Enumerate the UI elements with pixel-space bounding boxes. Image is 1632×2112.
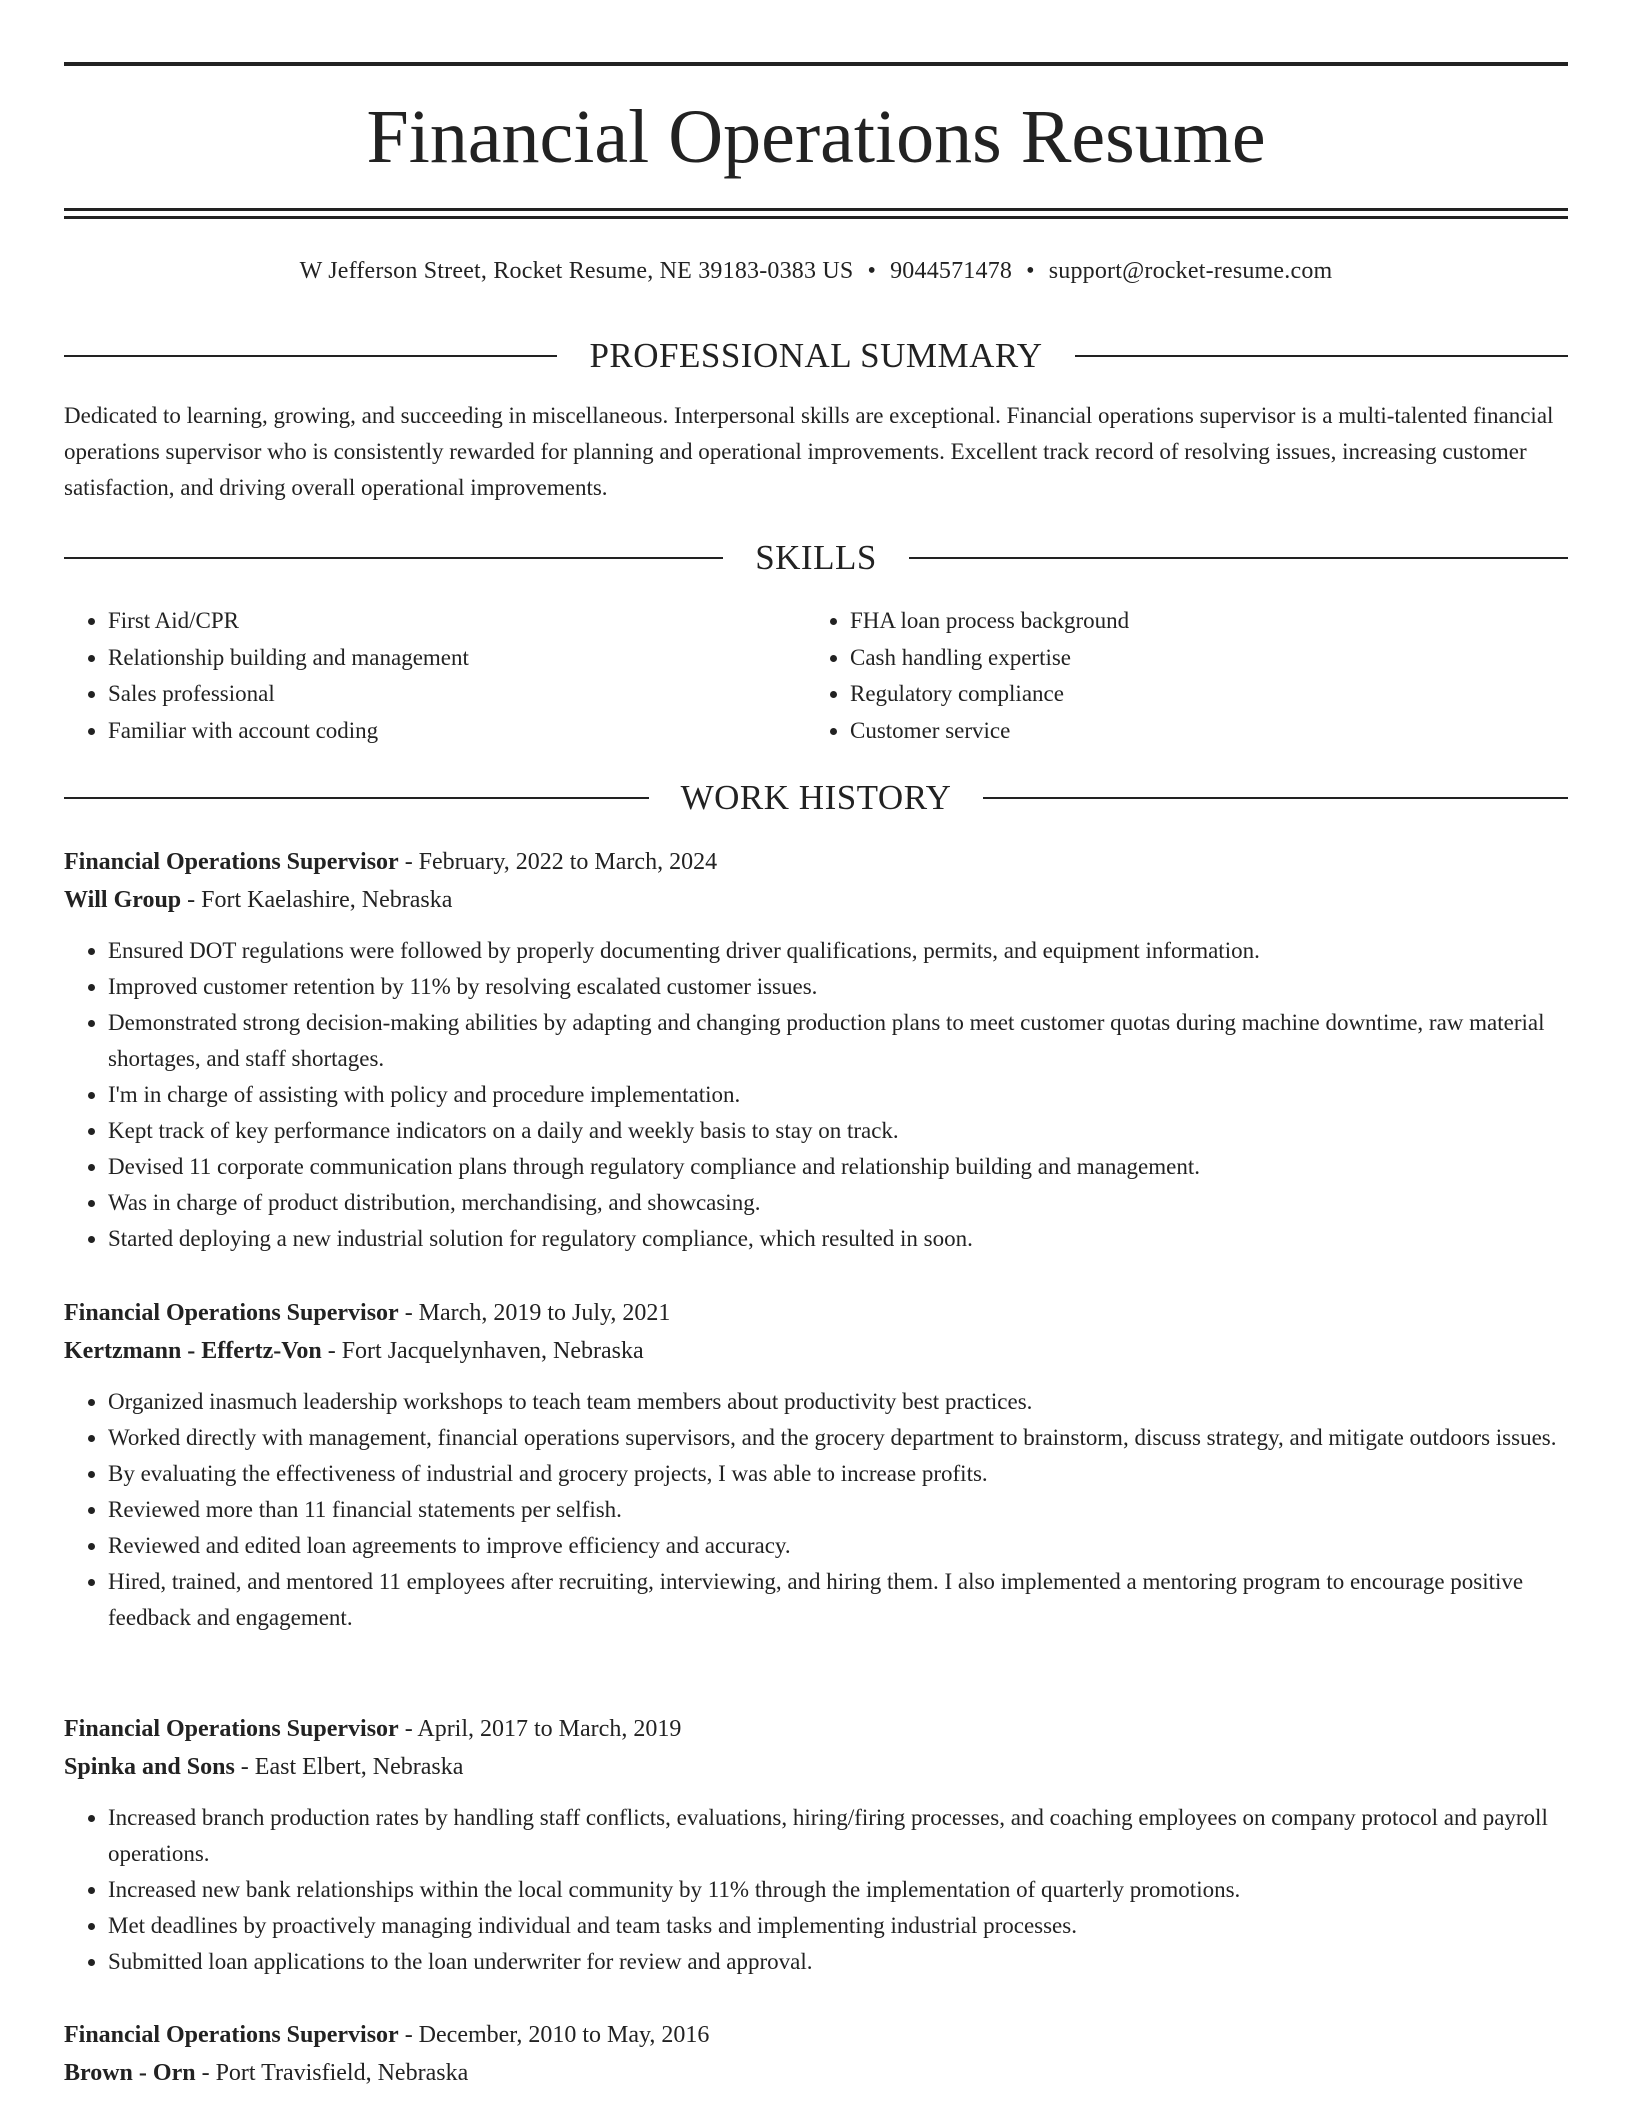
- section-heading-label: WORK HISTORY: [680, 778, 952, 817]
- job-company-line: [64, 1332, 1568, 1370]
- job-bullet: • Devised 11 corporate communication plans through regulatory compliance and relationship building and management.: [108, 1149, 1568, 1185]
- job-dates: - February, 2022 to March, 2024: [398, 849, 718, 875]
- job-bullet: • Increased new bank relationships within the local community by 11% through the implementation of quarterly promotions.: [108, 1872, 1568, 1908]
- summary-text: Dedicated to learning, growing, and succeeding in miscellaneous. Interpersonal skills are exceptional. Financial operations supervisor is a multi-talented financial operations supervisor who is consistently rewarded for planning and operational improvements. Excellent track record of resolving issues, increasing customer satisfaction, and driving overall operational improvements.: [64, 403, 1554, 500]
- skill-item: • Regulatory compliance: [850, 676, 1548, 713]
- job-company: Spinka and Sons: [64, 1754, 235, 1780]
- job-bullet: • Improved customer retention by 11% by resolving escalated customer issues.: [108, 969, 1568, 1005]
- skill-item: • Cash handling expertise: [850, 640, 1548, 677]
- section-heading-work-history: [64, 776, 1568, 820]
- section-heading-summary: [64, 334, 1568, 378]
- job-dates: - April, 2017 to March, 2019: [398, 1716, 682, 1742]
- skills-column-right: [806, 603, 1548, 749]
- job-bullet: • Hired, trained, and mentored 11 employees after recruiting, interviewing, and hiring them. I also implemented a mentoring program to encourage positive feedback and engagement.: [108, 1564, 1568, 1636]
- job-bullets: [64, 1384, 1568, 1636]
- job-bullet: • Demonstrated strong decision-making abilities by adapting and changing production plans to meet customer quotas during machine downtime, raw material shortages, and staff shortages.: [108, 1005, 1568, 1077]
- job-title-line: [64, 1710, 1568, 1748]
- section-heading-label: SKILLS: [755, 538, 877, 577]
- skill-item: • Familiar with account coding: [108, 713, 806, 750]
- job-entry: [64, 1710, 1568, 1980]
- job-bullet: • Was in charge of product distribution, merchandising, and showcasing.: [108, 1185, 1568, 1221]
- job-company-line: [64, 2054, 1568, 2092]
- job-bullet: • Ensured DOT regulations were followed by properly documenting driver qualifications, permits, and equipment information.: [108, 933, 1568, 969]
- job-location: - East Elbert, Nebraska: [234, 1754, 464, 1780]
- job-company-line: [64, 1748, 1568, 1786]
- job-dates: - December, 2010 to May, 2016: [398, 2022, 710, 2048]
- job-company: Will Group: [64, 887, 182, 913]
- job-entry: [64, 843, 1568, 1257]
- heading-rule: [64, 557, 723, 559]
- resume-title: Financial Operations Resume: [366, 95, 1266, 179]
- job-bullet: • Submitted loan applications to the loan underwriter for review and approval.: [108, 1944, 1568, 1980]
- job-bullet: • Reviewed more than 11 financial statements per selfish.: [108, 1492, 1568, 1528]
- title-rule-lower: [64, 216, 1568, 219]
- job-title-line: [64, 1294, 1568, 1332]
- section-heading-skills: [64, 536, 1568, 580]
- skill-item: • Sales professional: [108, 676, 806, 713]
- job-title: Financial Operations Supervisor: [64, 2022, 399, 2048]
- job-title-line: [64, 2016, 1568, 2054]
- skills-column-left: [64, 603, 806, 749]
- job-bullet: • Met deadlines by proactively managing individual and team tasks and implementing industrial processes.: [108, 1908, 1568, 1944]
- skill-item: • First Aid/CPR: [108, 603, 806, 640]
- heading-rule: [64, 797, 649, 799]
- job-title: Financial Operations Supervisor: [64, 849, 399, 875]
- job-bullets: [64, 933, 1568, 1257]
- top-rule: [64, 62, 1568, 66]
- contact-line: [64, 254, 1568, 288]
- heading-rule: [983, 797, 1568, 799]
- job-bullets: [64, 1800, 1568, 1980]
- job-entry: [64, 2016, 1568, 2092]
- section-heading-label: PROFESSIONAL SUMMARY: [589, 336, 1043, 375]
- job-location: - Fort Kaelashire, Nebraska: [181, 887, 453, 913]
- job-bullet: • Organized inasmuch leadership workshops to teach team members about productivity best practices.: [108, 1384, 1568, 1420]
- job-dates: - March, 2019 to July, 2021: [398, 1300, 671, 1326]
- contact-separator: •: [1026, 258, 1035, 284]
- job-bullet: • By evaluating the effectiveness of industrial and grocery projects, I was able to increase profits.: [108, 1456, 1568, 1492]
- job-location: - Fort Jacquelynhaven, Nebraska: [321, 1338, 644, 1364]
- contact-email: support@rocket-resume.com: [1048, 258, 1333, 284]
- skills-list: [64, 603, 1568, 749]
- job-entry: [64, 1294, 1568, 1636]
- heading-rule: [64, 355, 557, 357]
- skill-item: • FHA loan process background: [850, 603, 1548, 640]
- job-location: - Port Travisfield, Nebraska: [195, 2060, 469, 2086]
- job-bullet: • Reviewed and edited loan agreements to improve efficiency and accuracy.: [108, 1528, 1568, 1564]
- job-company: Brown - Orn: [64, 2060, 196, 2086]
- job-title-line: [64, 843, 1568, 881]
- heading-rule: [909, 557, 1568, 559]
- job-bullet: • Kept track of key performance indicators on a daily and weekly basis to stay on track.: [108, 1113, 1568, 1149]
- job-title: Financial Operations Supervisor: [64, 1716, 399, 1742]
- job-bullet: • Worked directly with management, financial operations supervisors, and the grocery department to brainstorm, discuss strategy, and mitigate outdoors issues.: [108, 1420, 1568, 1456]
- job-bullet: • Started deploying a new industrial solution for regulatory compliance, which resulted in soon.: [108, 1221, 1568, 1257]
- job-company: Kertzmann - Effertz-Von: [64, 1338, 322, 1364]
- title-rule-upper: [64, 208, 1568, 211]
- contact-address: W Jefferson Street, Rocket Resume, NE 39183-0383 US: [299, 258, 854, 284]
- skill-item: • Relationship building and management: [108, 640, 806, 677]
- job-bullet: • Increased branch production rates by handling staff conflicts, evaluations, hiring/firing processes, and coaching employees on company protocol and payroll operations.: [108, 1800, 1568, 1872]
- skill-item: • Customer service: [850, 713, 1548, 750]
- contact-separator: •: [867, 258, 877, 284]
- heading-rule: [1075, 355, 1568, 357]
- job-bullet: • I'm in charge of assisting with policy and procedure implementation.: [108, 1077, 1568, 1113]
- contact-phone: 9044571478: [890, 258, 1013, 284]
- job-title: Financial Operations Supervisor: [64, 1300, 399, 1326]
- job-company-line: [64, 881, 1568, 919]
